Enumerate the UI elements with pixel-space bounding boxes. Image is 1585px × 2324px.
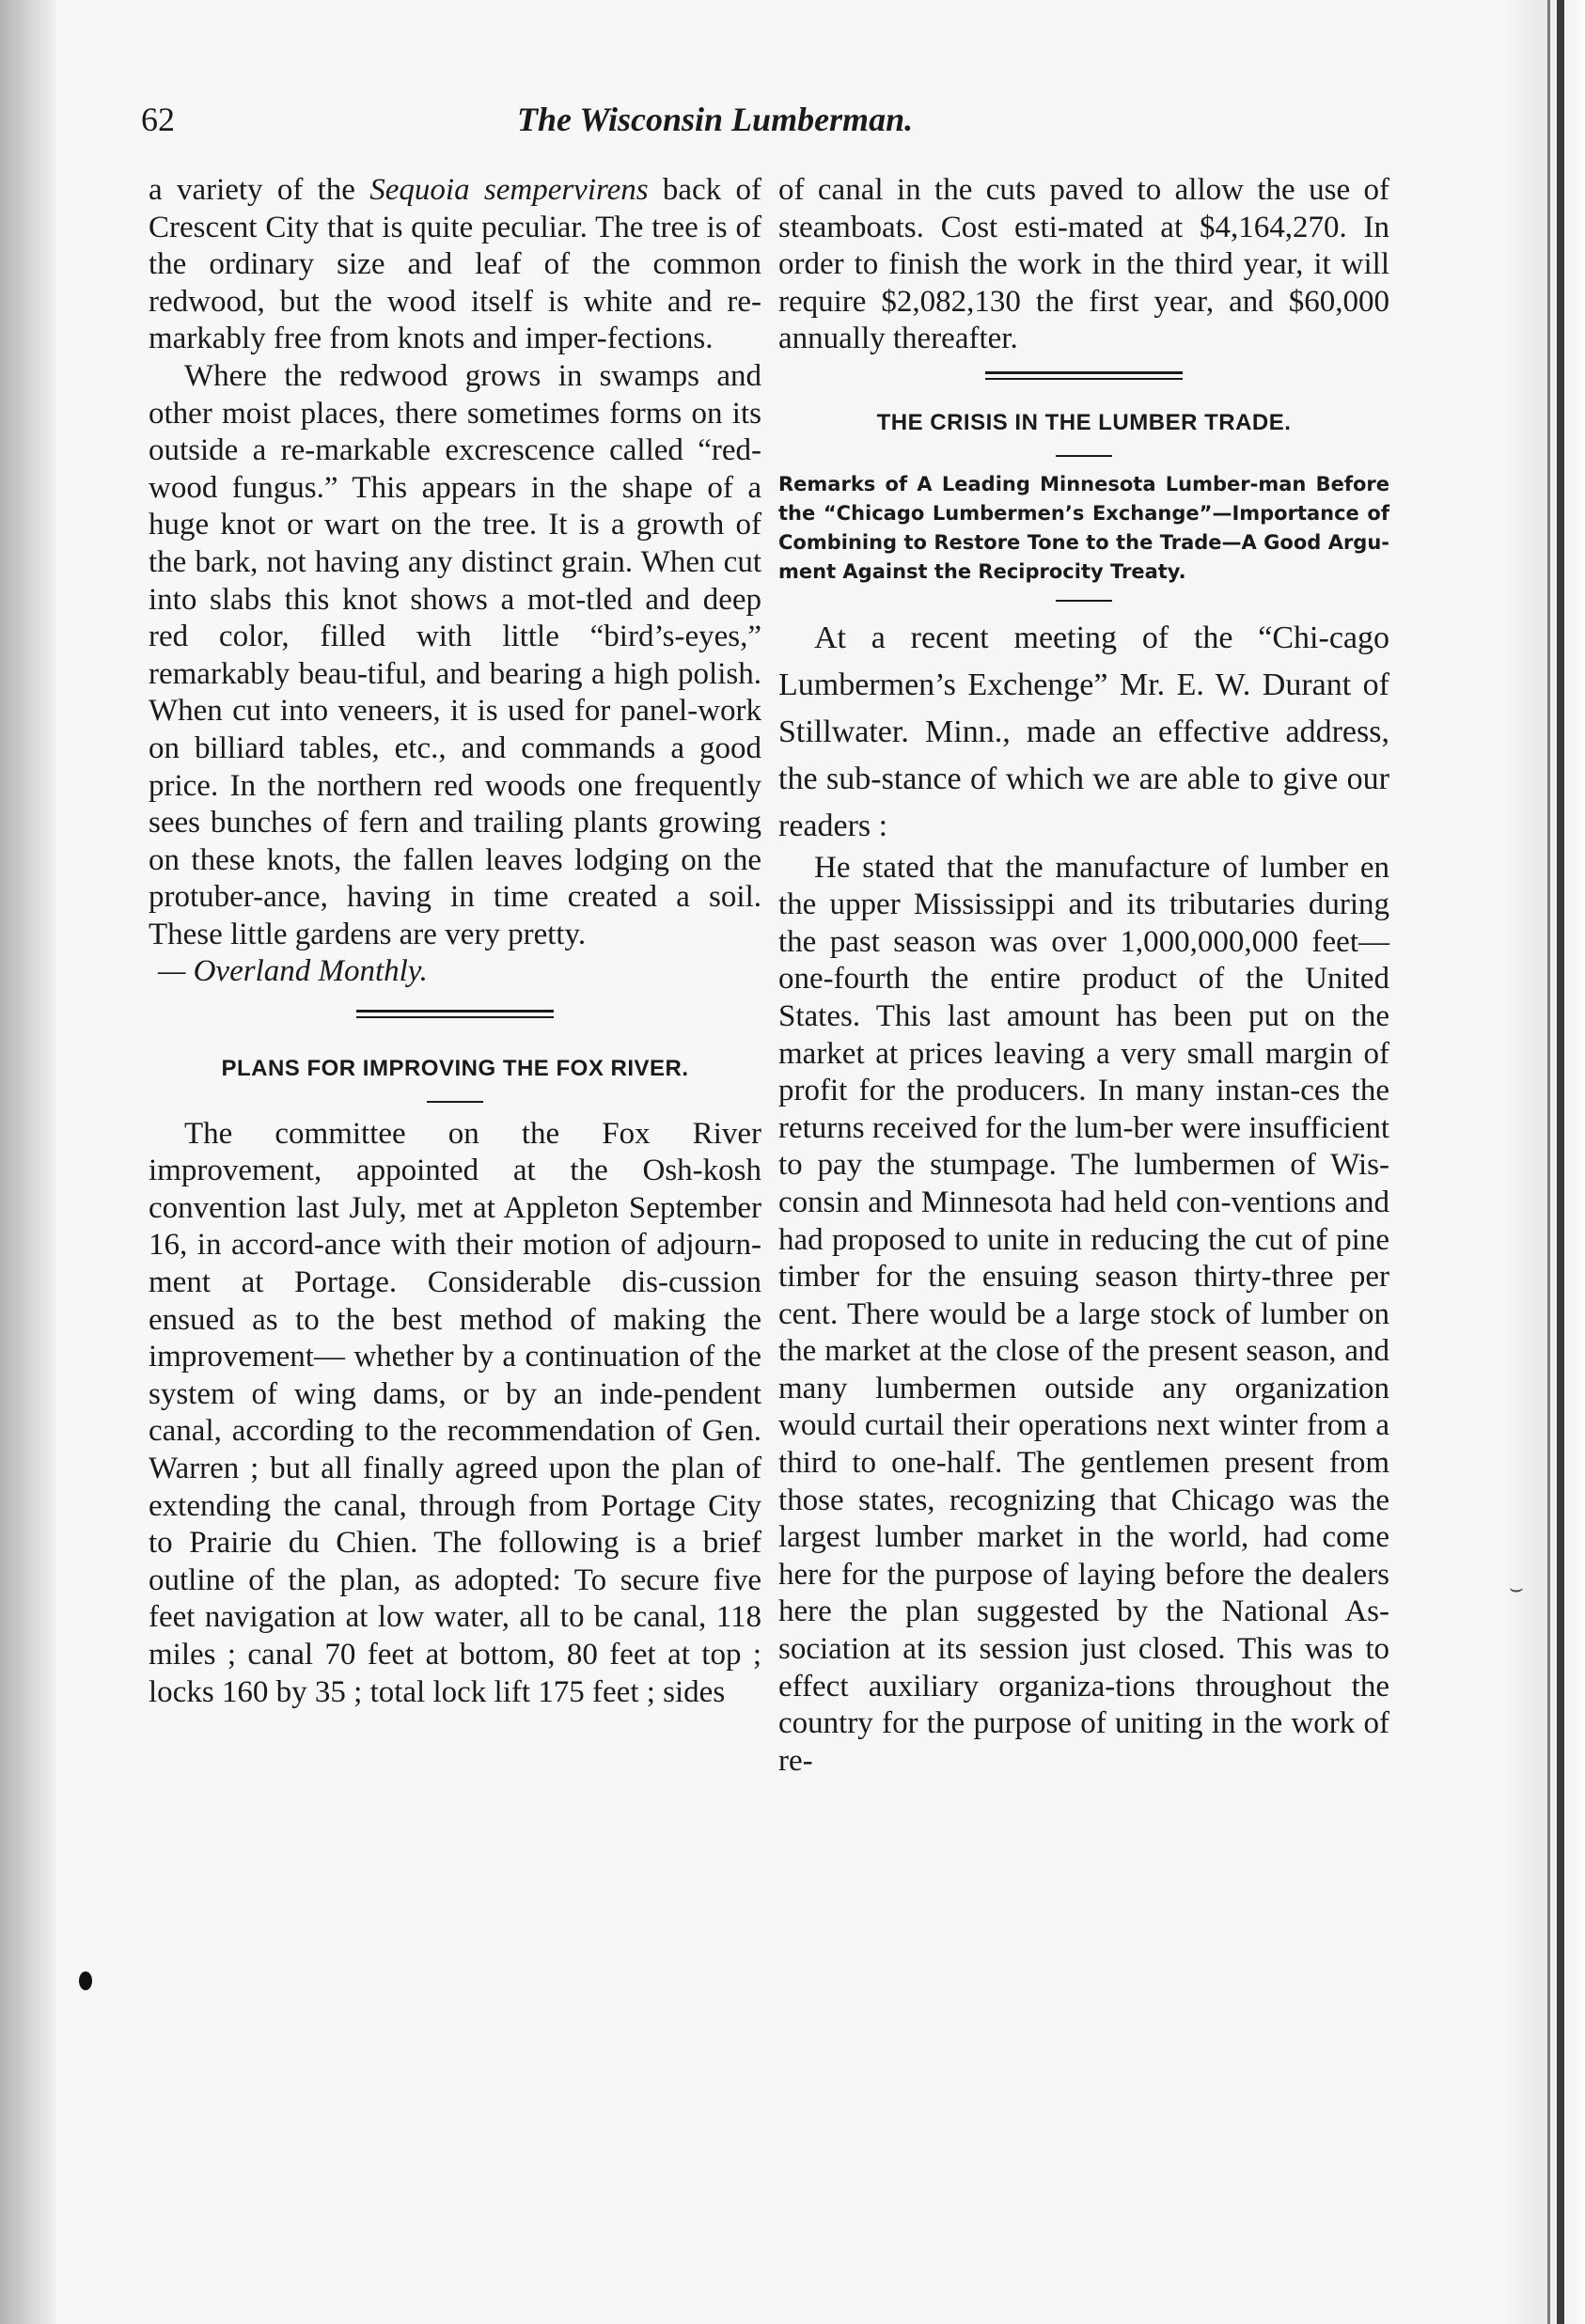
section-divider	[356, 1010, 554, 1018]
ink-blot	[79, 1971, 92, 1990]
canal-paragraph-continued: of canal in the cuts paved to allow the use of steamboats. Cost esti-mated at $4,164,270. In order to finish the work in the third year, it will require $2,082,130 the first year, and $60,000 annually thereafter.	[778, 173, 1389, 356]
paragraph-text: back of Crescent City that is quite peculiar. The tree is of the ordinary size and leaf of the common redwood, but the wood itself is white and re-markably free from knots and imper-fections.	[149, 173, 761, 356]
meeting-paragraph: At a recent meeting of the “Chi-cago Lumbermen’s Exchenge” Mr. E. W. Durant of Stillwater. Minn., made an effective address, the sub-stance of which we are able to give our readers :	[778, 620, 1389, 843]
section-divider	[985, 371, 1183, 380]
redwood-paragraph-continued	[149, 172, 761, 358]
left-column	[149, 172, 761, 1711]
stray-mark: ⌣	[1509, 1575, 1524, 1601]
species-name: Sequoia sempervirens	[369, 173, 649, 207]
article-title-lumber-crisis: THE CRISIS IN THE LUMBER TRADE.	[876, 409, 1292, 435]
title-rule	[1056, 455, 1112, 457]
running-title: The Wisconsin Lumberman.	[517, 101, 914, 138]
page-number: 62	[141, 101, 175, 138]
page-header	[141, 100, 1410, 156]
paragraph-text: a variety of the	[149, 173, 370, 207]
page-edge-border	[1557, 0, 1564, 2324]
lumber-statistics-paragraph: He stated that the manufacture of lumber en the upper Mississippi and its tributaries during the past season was over 1,000,000,000 feet—one-fourth the entire product of the United States. This last amount has been put on the market at prices leaving a very small margin of profit for the producers. In many instan-ces the returns received for the lum-ber were insufficient to pay the stumpage. The lumbermen of Wis-consin and Minnesota had held con-ventions and had proposed to unite in reducing the cut of pine timber for the ensuing season thirty-three per cent. There would be a large stock of lumber on the market at the close of the present season, and many lumbermen outside any organization would curtail their operations next winter from a third to one-half. The gentlemen present from those states, recognizing that Chicago was the largest lumber market in the world, had come here for the purpose of laying before the dealers here the plan suggested by the National As-sociation at its session just closed. This was to effect auxiliary organiza-tions throughout the country for the purpose of uniting in the work of re-	[778, 850, 1389, 1778]
right-column	[778, 172, 1389, 1780]
binding-shadow	[0, 0, 56, 2324]
fox-river-paragraph: The committee on the Fox River improvement, appointed at the Osh-kosh convention last July, met at Appleton September 16, in accord-ance with their motion of adjourn-ment at Portage. Considerable dis-cussion ensued as to the best method of making the improvement— whether by a continuation of the system of wing dams, or by an inde-pendent canal, according to the recommendation of Gen. Warren ; but all finally agreed upon the plan of extending the canal, through from Portage City to Prairie du Chien. The following is a brief outline of the plan, as adopted: To secure five feet navigation at low water, all to be canal, 118 miles ; canal 70 feet at bottom, 80 feet at top ; locks 160 by 35 ; total lock lift 175 feet ; sides	[149, 1116, 761, 1709]
page-edge-line	[1547, 0, 1550, 2324]
article-title-fox-river: PLANS FOR IMPROVING THE FOX RIVER.	[221, 1056, 689, 1082]
title-rule	[427, 1101, 483, 1103]
source-attribution: — Overland Monthly.	[158, 954, 428, 989]
article-subheading: Remarks of A Leading Minnesota Lumber-man Before the “Chicago Lumbermen’s Exchange”—Importance of Combining to Restore Tone to the Trade—A Good Argu-ment Against the Reciprocity Treaty.	[778, 472, 1389, 583]
redwood-fungus-paragraph: Where the redwood grows in swamps and other moist places, there sometimes forms on its outside a re-markable excrescence called “red-wood fungus.” This appears in the shape of a huge knot or wart on the tree. It is a growth of the bark, not having any distinct grain. When cut into slabs this knot shows a mot-tled and deep red color, filled with little “bird’s-eyes,” remarkably beau-tiful, and bearing a high polish. When cut into veneers, it is used for panel-work on billiard tables, etc., and commands a good price. In the northern red woods one frequently sees bunches of fern and trailing plants growing on these knots, the fallen leaves lodging on the protuber-ance, having in time created a soil. These little gardens are very pretty.	[149, 358, 761, 951]
subheading-rule	[1056, 600, 1112, 602]
